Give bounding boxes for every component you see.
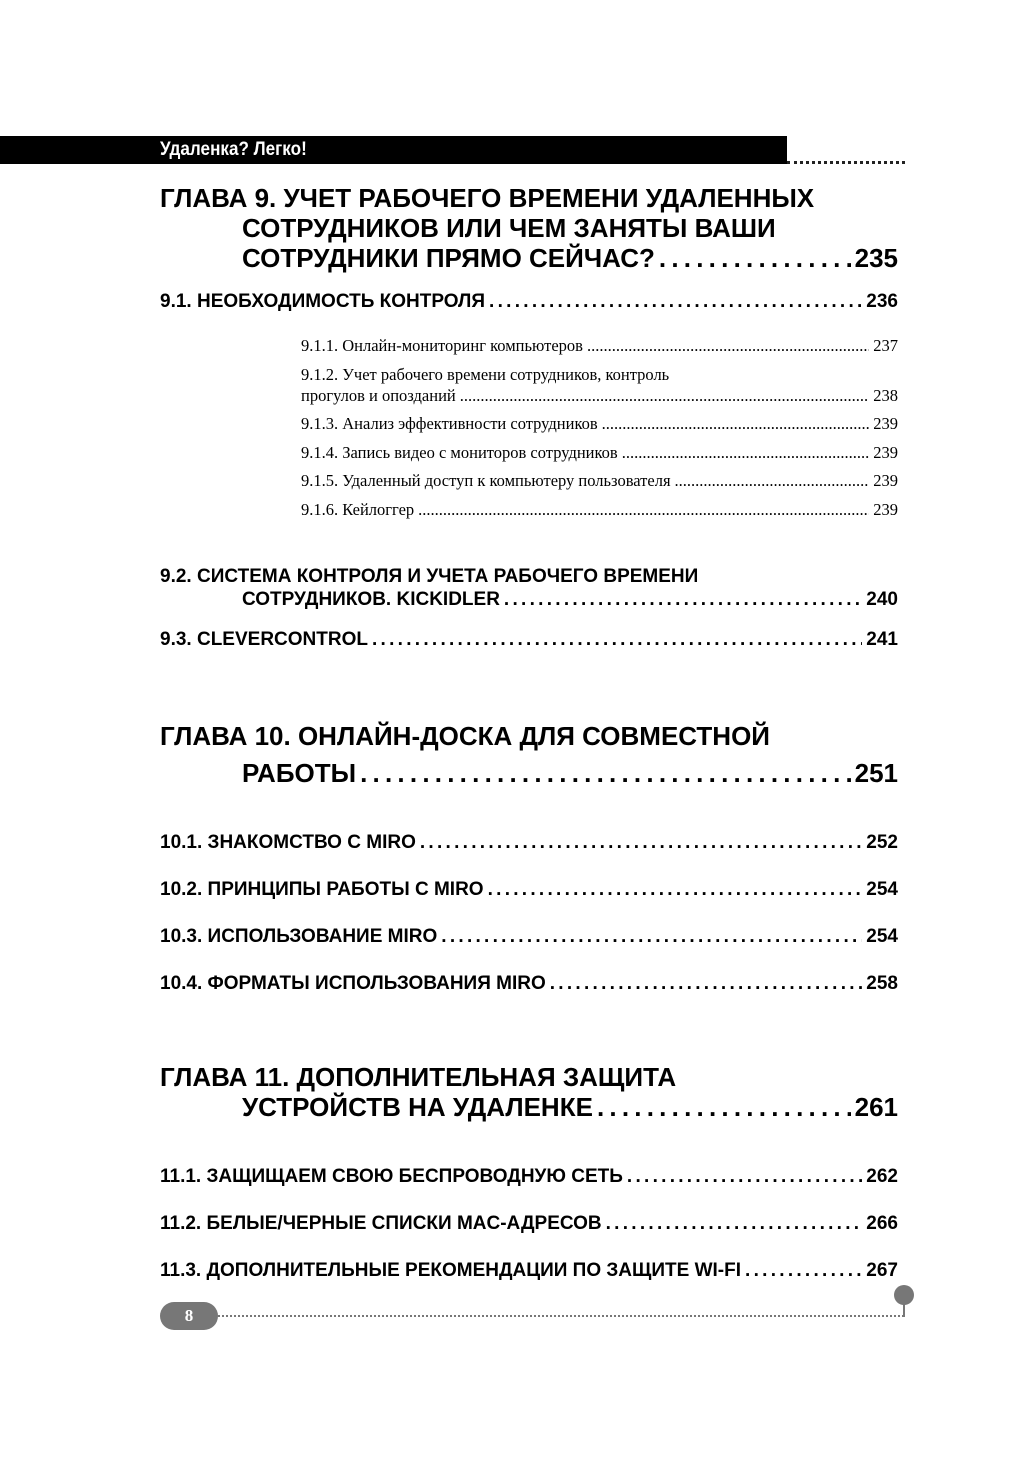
- section-title-line-2: СОТРУДНИКОВ. KICKIDLER: [242, 589, 500, 610]
- chapter-9-title-line-2: СОТРУДНИКОВ ИЛИ ЧЕМ ЗАНЯТЫ ВАШИ: [242, 213, 776, 243]
- dot-leader: [659, 243, 851, 274]
- footer-dotted-rule: [218, 1315, 904, 1317]
- section-title: 10.4. ФОРМАТЫ ИСПОЛЬЗОВАНИЯ MIRO: [160, 973, 546, 994]
- page-number: 262: [866, 1166, 898, 1187]
- page-number: 251: [854, 758, 898, 788]
- dot-leader: [675, 471, 870, 491]
- page-number: 254: [866, 879, 898, 900]
- page-number: 237: [873, 336, 898, 355]
- page-number: 239: [873, 471, 898, 490]
- page-number: 239: [873, 500, 898, 519]
- page-number: 254: [866, 926, 898, 947]
- dot-leader: [606, 1213, 863, 1235]
- chapter-11-title-line-1: ГЛАВА 11. ДОПОЛНИТЕЛЬНАЯ ЗАЩИТА: [160, 1062, 677, 1092]
- section-11-3-entry[interactable]: [160, 1260, 898, 1282]
- page-number: 261: [854, 1092, 898, 1122]
- page-number: 239: [873, 443, 898, 462]
- subsection-9-1-6-entry[interactable]: [301, 500, 898, 520]
- chapter-11-entry[interactable]: [242, 1092, 898, 1123]
- section-10-2-entry[interactable]: [160, 879, 898, 901]
- footer-marker-dot: [894, 1285, 914, 1305]
- dot-leader: [587, 336, 869, 356]
- section-title: 10.1. ЗНАКОМСТВО С MIRO: [160, 832, 416, 853]
- dot-leader: [488, 879, 863, 901]
- dot-leader: [360, 758, 851, 789]
- section-title: 10.2. ПРИНЦИПЫ РАБОТЫ С MIRO: [160, 879, 484, 900]
- page-number: 240: [866, 589, 898, 610]
- subsection-title: 9.1.5. Удаленный доступ к компьютеру пользователя: [301, 471, 671, 490]
- dot-leader: [504, 589, 862, 611]
- section-11-2-entry[interactable]: [160, 1213, 898, 1235]
- chapter-10-title-line-1: ГЛАВА 10. ОНЛАЙН-ДОСКА ДЛЯ СОВМЕСТНОЙ: [160, 721, 770, 751]
- section-title: 9.1. НЕОБХОДИМОСТЬ КОНТРОЛЯ: [160, 291, 486, 312]
- dot-leader: [627, 1166, 862, 1188]
- dot-leader: [420, 832, 862, 854]
- dot-leader: [622, 443, 870, 463]
- page-number: 267: [866, 1260, 898, 1281]
- page-number-badge: [160, 1302, 218, 1330]
- dot-leader: [602, 414, 870, 434]
- page-number: 241: [866, 629, 898, 650]
- section-title: 11.1. ЗАЩИЩАЕМ СВОЮ БЕСПРОВОДНУЮ СЕТЬ: [160, 1166, 623, 1187]
- section-10-4-entry[interactable]: [160, 973, 898, 995]
- page-number: 252: [866, 832, 898, 853]
- subsection-9-1-5-entry[interactable]: [301, 471, 898, 491]
- book-title: Удаленка? Легко!: [160, 139, 307, 160]
- subsection-title: 9.1.4. Запись видео с мониторов сотрудников: [301, 443, 618, 462]
- subsection-9-1-4-entry[interactable]: [301, 443, 898, 463]
- dot-leader: [372, 629, 862, 651]
- dot-leader: [441, 926, 862, 948]
- footer-marker-stem: [903, 1303, 905, 1317]
- chapter-11-title-line-2: УСТРОЙСТВ НА УДАЛЕНКЕ: [242, 1092, 593, 1122]
- section-title: 11.3. ДОПОЛНИТЕЛЬНЫЕ РЕКОМЕНДАЦИИ ПО ЗАЩИТЕ WI-FI: [160, 1260, 742, 1281]
- dot-leader: [550, 973, 863, 995]
- chapter-9-entry[interactable]: [242, 243, 898, 274]
- folio: 8: [184, 1306, 194, 1325]
- section-9-2-entry[interactable]: [242, 589, 898, 611]
- subsection-9-1-1-entry[interactable]: [301, 336, 898, 356]
- page-number: 236: [866, 291, 898, 312]
- page-number: 258: [866, 973, 898, 994]
- subsection-9-1-3-entry[interactable]: [301, 414, 898, 434]
- chapter-10-title-line-2: РАБОТЫ: [242, 758, 357, 788]
- dot-leader: [460, 386, 870, 406]
- page-number: 238: [873, 386, 898, 405]
- dot-leader: [745, 1260, 862, 1282]
- section-9-3-entry[interactable]: [160, 629, 898, 651]
- page-number: 239: [873, 414, 898, 433]
- section-10-1-entry[interactable]: [160, 832, 898, 854]
- dot-leader: [597, 1092, 851, 1123]
- section-title: 9.3. CLEVERCONTROL: [160, 629, 368, 650]
- subsection-9-1-2-entry[interactable]: [301, 386, 898, 406]
- page-number: 235: [854, 243, 898, 273]
- subsection-title: 9.1.1. Онлайн-мониторинг компьютеров: [301, 336, 583, 355]
- section-9-2-line-1: 9.2. СИСТЕМА КОНТРОЛЯ И УЧЕТА РАБОЧЕГО ВРЕМЕНИ: [160, 566, 699, 587]
- subsection-title-line-2: прогулов и опозданий: [301, 386, 456, 405]
- section-10-3-entry[interactable]: [160, 926, 898, 948]
- subsection-9-1-2-line-1: 9.1.2. Учет рабочего времени сотрудников, контроль: [301, 365, 670, 384]
- section-title: 10.3. ИСПОЛЬЗОВАНИЕ MIRO: [160, 926, 438, 947]
- section-9-1-entry[interactable]: [160, 291, 898, 313]
- chapter-9-title-line-1: ГЛАВА 9. УЧЕТ РАБОЧЕГО ВРЕМЕНИ УДАЛЕННЫХ: [160, 183, 815, 213]
- page-number: 266: [866, 1213, 898, 1234]
- section-title: 11.2. БЕЛЫЕ/ЧЕРНЫЕ СПИСКИ MAC-АДРЕСОВ: [160, 1213, 602, 1234]
- dot-leader: [489, 291, 862, 313]
- subsection-title: 9.1.3. Анализ эффективности сотрудников: [301, 414, 598, 433]
- chapter-9-title-line-3: СОТРУДНИКИ ПРЯМО СЕЙЧАС?: [242, 243, 655, 273]
- chapter-10-entry[interactable]: [242, 758, 898, 789]
- subsection-title: 9.1.6. Кейлоггер: [301, 500, 415, 519]
- section-11-1-entry[interactable]: [160, 1166, 898, 1188]
- dot-leader: [418, 500, 869, 520]
